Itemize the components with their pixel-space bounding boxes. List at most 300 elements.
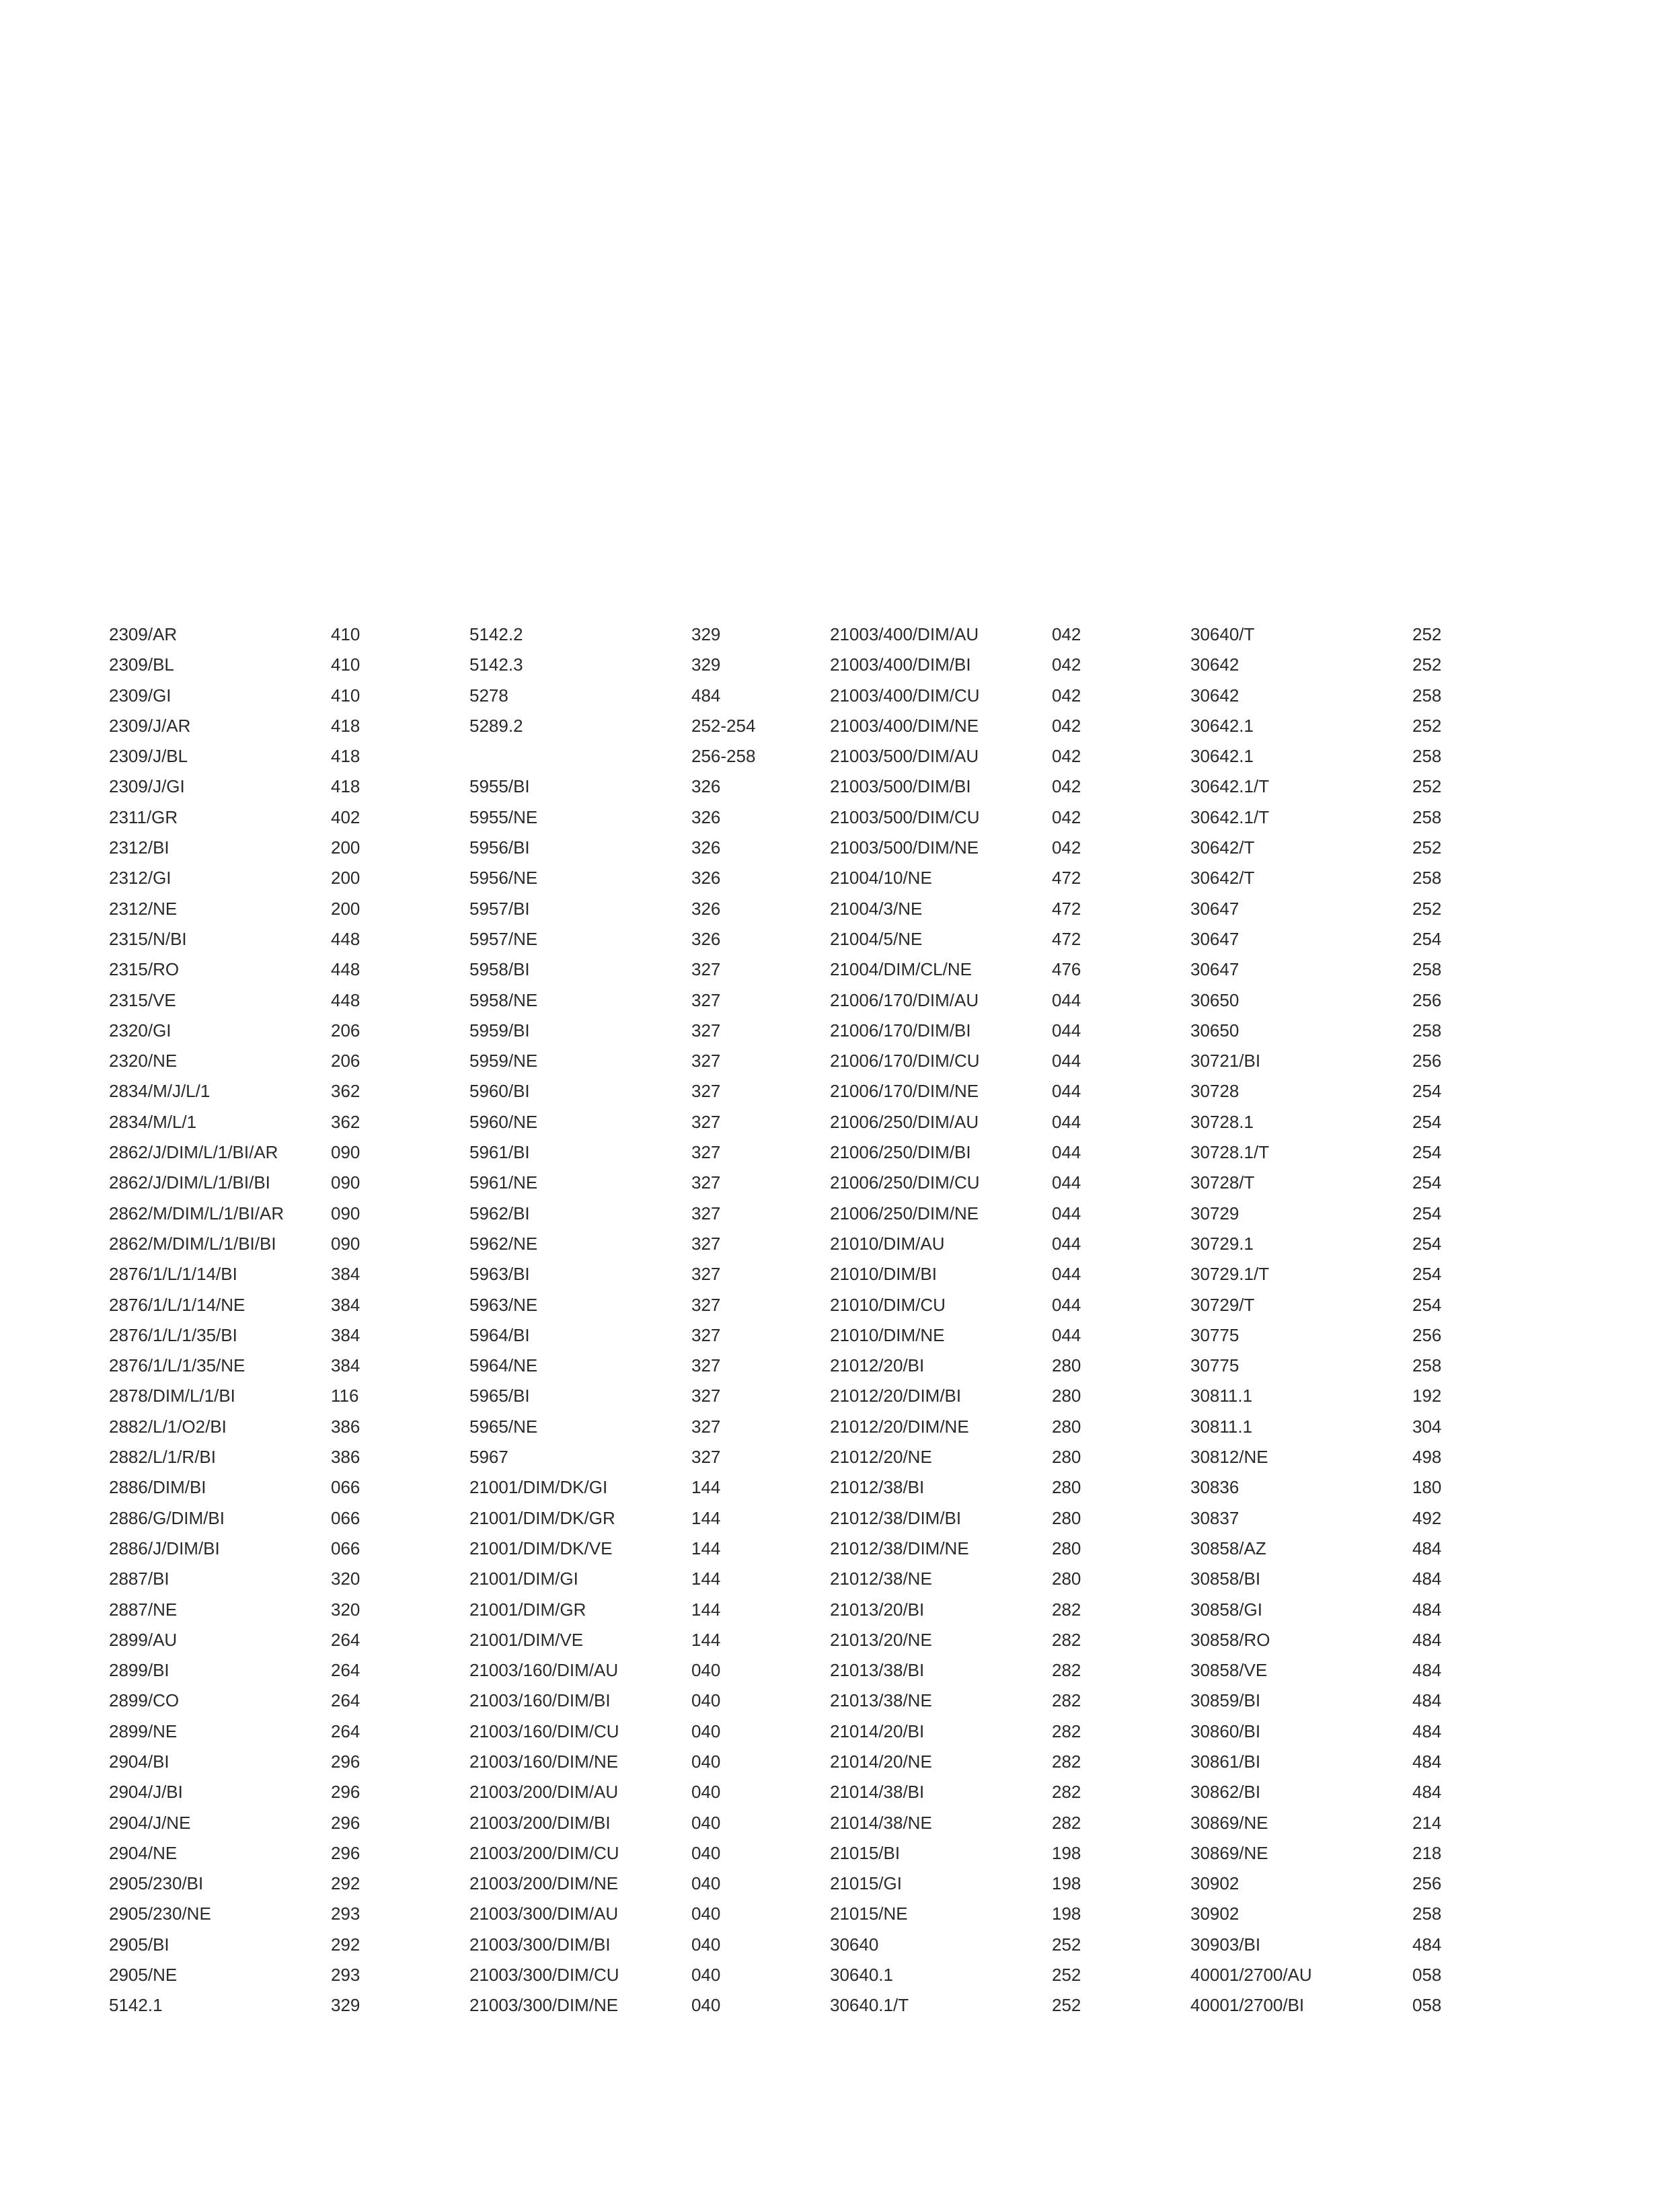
page-number: 058 — [1412, 1995, 1442, 2016]
article-code: 2834/M/J/L/1 — [109, 1081, 211, 1102]
index-entry — [109, 1778, 445, 1808]
article-code: 2899/BI — [109, 1660, 169, 1681]
article-code: 30860/BI — [1190, 1721, 1261, 1741]
page-number: 042 — [1052, 837, 1081, 858]
page-number: 327 — [691, 989, 721, 1010]
article-code: 21012/20/BI — [830, 1355, 925, 1376]
index-entry — [469, 1869, 806, 1899]
page-number: 256 — [1412, 1051, 1442, 1071]
page-number: 252-254 — [691, 715, 756, 736]
article-code: 2886/DIM/BI — [109, 1477, 206, 1498]
article-code: 2886/G/DIM/BI — [109, 1507, 225, 1528]
article-code: 30642/T — [1190, 837, 1255, 858]
page-number: 329 — [331, 1995, 360, 2016]
index-entry — [830, 772, 1166, 802]
article-code: 30650 — [1190, 989, 1239, 1010]
page-number: 484 — [1412, 1599, 1442, 1620]
index-entry — [1190, 1564, 1527, 1595]
page-number: 280 — [1052, 1538, 1081, 1558]
article-code: 30729/T — [1190, 1294, 1255, 1315]
article-code: 2312/BI — [109, 837, 169, 858]
page-number: 282 — [1052, 1690, 1081, 1711]
article-code: 21015/BI — [830, 1842, 901, 1863]
index-entry — [1190, 742, 1527, 772]
index-entry — [830, 1504, 1166, 1534]
article-code: 30859/BI — [1190, 1690, 1261, 1711]
article-code: 21003/200/DIM/BI — [469, 1812, 611, 1833]
page-number: 327 — [691, 1142, 721, 1163]
index-entry — [109, 1412, 445, 1443]
article-code: 30775 — [1190, 1324, 1239, 1345]
page-number: 044 — [1052, 1324, 1081, 1345]
article-code: 30858/BI — [1190, 1569, 1261, 1589]
page-number: 252 — [1412, 624, 1442, 644]
index-entry — [109, 1168, 445, 1199]
article-code: 5956/BI — [469, 837, 530, 858]
article-code: 2309/AR — [109, 624, 178, 644]
page-number: 327 — [691, 1051, 721, 1071]
index-entry — [1190, 772, 1527, 802]
article-code: 2904/J/NE — [109, 1812, 191, 1833]
page-number: 180 — [1412, 1477, 1442, 1498]
index-entry — [469, 1077, 806, 1107]
article-code: 21001/DIM/GR — [469, 1599, 586, 1620]
index-entry — [469, 1168, 806, 1199]
article-code: 30729.1/T — [1190, 1264, 1270, 1285]
page-number: 040 — [691, 1842, 721, 1863]
article-code: 21004/5/NE — [830, 928, 923, 949]
index-entry — [830, 1260, 1166, 1290]
page-number: 198 — [1052, 1873, 1081, 1894]
article-code: 5964/BI — [469, 1324, 530, 1345]
page-number: 258 — [1412, 1903, 1442, 1924]
page-number: 384 — [331, 1324, 360, 1345]
page-number: 042 — [1052, 715, 1081, 736]
page-number: 327 — [691, 959, 721, 980]
index-entry — [1190, 1930, 1527, 1961]
index-entry — [109, 1321, 445, 1351]
index-entry — [830, 1991, 1166, 2021]
index-entry — [1190, 1351, 1527, 1382]
index-entry — [469, 864, 806, 894]
page-number: 206 — [331, 1020, 360, 1041]
page-number: 282 — [1052, 1629, 1081, 1650]
page-number: 472 — [1052, 898, 1081, 919]
index-entry — [1190, 1778, 1527, 1808]
index-entry — [830, 1138, 1166, 1168]
article-code: 30642.1 — [1190, 746, 1254, 767]
index-entry — [109, 1991, 445, 2021]
page-number: 448 — [331, 989, 360, 1010]
page-number: 206 — [331, 1051, 360, 1071]
article-code: 2899/AU — [109, 1629, 178, 1650]
page-number: 042 — [1052, 806, 1081, 827]
article-code: 2315/N/BI — [109, 928, 187, 949]
page-number: 258 — [1412, 685, 1442, 706]
article-code: 30640 — [830, 1934, 879, 1955]
index-entry — [830, 1199, 1166, 1230]
index-entry — [469, 1291, 806, 1321]
page-number: 492 — [1412, 1507, 1442, 1528]
article-code: 21006/170/DIM/NE — [830, 1081, 979, 1102]
index-entry — [1190, 1108, 1527, 1138]
page-number: 090 — [331, 1203, 360, 1223]
page-number: 254 — [1412, 1203, 1442, 1223]
page-number: 144 — [691, 1629, 721, 1650]
page-number: 044 — [1052, 989, 1081, 1010]
index-entry — [1190, 620, 1527, 650]
index-entry — [469, 1199, 806, 1230]
page-number: 264 — [331, 1660, 360, 1681]
page-number: 090 — [331, 1142, 360, 1163]
article-code: 5957/BI — [469, 898, 530, 919]
article-code: 5958/BI — [469, 959, 530, 980]
index-entry — [1190, 955, 1527, 985]
index-entry — [109, 1382, 445, 1412]
page-number: 292 — [331, 1873, 360, 1894]
index-entry — [830, 1230, 1166, 1260]
page-number: 252 — [1052, 1965, 1081, 1986]
index-entry — [1190, 1595, 1527, 1626]
page-number: 042 — [1052, 624, 1081, 644]
article-code: 5962/NE — [469, 1233, 538, 1254]
article-code: 2315/VE — [109, 989, 176, 1010]
article-code: 21014/20/NE — [830, 1751, 932, 1772]
page-number: 252 — [1412, 837, 1442, 858]
page-number: 256-258 — [691, 746, 756, 767]
article-code: 21001/DIM/DK/GI — [469, 1477, 608, 1498]
index-entry — [1190, 1504, 1527, 1534]
article-code: 2862/M/DIM/L/1/BI/BI — [109, 1233, 276, 1254]
article-code: 21003/400/DIM/CU — [830, 685, 980, 706]
index-entry — [109, 1016, 445, 1047]
page-number: 329 — [691, 654, 721, 675]
index-entry — [830, 1839, 1166, 1869]
index-entry — [830, 1686, 1166, 1717]
index-entry — [1190, 1991, 1527, 2021]
article-code: 5960/BI — [469, 1081, 530, 1102]
page-number: 044 — [1052, 1111, 1081, 1132]
article-code: 5959/BI — [469, 1020, 530, 1041]
page-number: 326 — [691, 868, 721, 889]
page-number: 254 — [1412, 1142, 1442, 1163]
article-code: 21003/200/DIM/NE — [469, 1873, 619, 1894]
index-entry — [830, 1382, 1166, 1412]
index-entry — [109, 1656, 445, 1686]
article-code: 2309/GI — [109, 685, 171, 706]
article-code: 21003/160/DIM/AU — [469, 1660, 619, 1681]
index-entry — [1190, 1534, 1527, 1564]
article-code: 2887/BI — [109, 1569, 169, 1589]
page-number: 044 — [1052, 1081, 1081, 1102]
page-number: 326 — [691, 776, 721, 797]
article-code: 21006/170/DIM/AU — [830, 989, 979, 1010]
index-entry — [469, 925, 806, 955]
page-number: 484 — [1412, 1690, 1442, 1711]
index-entry — [469, 1991, 806, 2021]
page-number: 044 — [1052, 1172, 1081, 1193]
article-code: 30902 — [1190, 1903, 1239, 1924]
index-entry — [469, 1747, 806, 1778]
index-entry — [469, 1595, 806, 1626]
page-number: 326 — [691, 806, 721, 827]
page-number: 296 — [331, 1782, 360, 1803]
page-number: 254 — [1412, 1264, 1442, 1285]
page-number: 448 — [331, 928, 360, 949]
article-code: 21003/300/DIM/AU — [469, 1903, 619, 1924]
page-number: 040 — [691, 1934, 721, 1955]
page-number: 044 — [1052, 1020, 1081, 1041]
page-number: 327 — [691, 1324, 721, 1345]
page-number: 280 — [1052, 1386, 1081, 1406]
article-code: 5142.1 — [109, 1995, 163, 2016]
index-entry — [469, 1656, 806, 1686]
article-code: 21001/DIM/DK/GR — [469, 1507, 615, 1528]
index-entry — [109, 1809, 445, 1839]
page-number: 264 — [331, 1690, 360, 1711]
page-number: 090 — [331, 1233, 360, 1254]
article-code: 30728 — [1190, 1081, 1239, 1102]
page-number: 044 — [1052, 1294, 1081, 1315]
index-entry — [109, 650, 445, 681]
article-code: 21006/250/DIM/AU — [830, 1111, 979, 1132]
page-number: 252 — [1412, 776, 1442, 797]
page-number: 042 — [1052, 746, 1081, 767]
article-code: 2320/NE — [109, 1051, 178, 1071]
article-code: 30642/T — [1190, 868, 1255, 889]
page-number: 362 — [331, 1111, 360, 1132]
index-entry — [469, 1047, 806, 1077]
article-code: 30642 — [1190, 685, 1239, 706]
article-code: 21001/DIM/DK/VE — [469, 1538, 613, 1558]
article-code: 21010/DIM/AU — [830, 1233, 945, 1254]
index-entry — [109, 833, 445, 864]
index-entry — [469, 1108, 806, 1138]
article-code: 30640.1/T — [830, 1995, 909, 2016]
article-code: 5955/NE — [469, 806, 538, 827]
page-number: 256 — [1412, 1873, 1442, 1894]
index-entry — [469, 620, 806, 650]
index-entry — [1190, 1077, 1527, 1107]
page-number: 402 — [331, 806, 360, 827]
article-code: 21003/500/DIM/CU — [830, 806, 980, 827]
index-entry — [830, 864, 1166, 894]
article-code: 5957/NE — [469, 928, 538, 949]
index-entry — [469, 1564, 806, 1595]
article-code: 21013/20/NE — [830, 1629, 932, 1650]
article-code: 30640/T — [1190, 624, 1255, 644]
index-entry — [830, 620, 1166, 650]
index-entry — [1190, 650, 1527, 681]
index-entry — [1190, 833, 1527, 864]
page-number: 066 — [331, 1538, 360, 1558]
index-entry — [469, 986, 806, 1016]
page-number: 040 — [691, 1965, 721, 1986]
page-number: 282 — [1052, 1721, 1081, 1741]
page-number: 384 — [331, 1264, 360, 1285]
page-number: 254 — [1412, 1233, 1442, 1254]
article-code: 30858/GI — [1190, 1599, 1262, 1620]
index-entry — [1190, 1382, 1527, 1412]
article-code: 21012/20/DIM/BI — [830, 1386, 962, 1406]
article-code: 2878/DIM/L/1/BI — [109, 1386, 235, 1406]
index-entry — [109, 1047, 445, 1077]
article-code: 21003/300/DIM/NE — [469, 1995, 619, 2016]
index-entry — [469, 772, 806, 802]
page-number: 264 — [331, 1629, 360, 1650]
index-entry — [469, 1686, 806, 1717]
index-entry — [830, 1656, 1166, 1686]
index-entry — [469, 1351, 806, 1382]
page-number: 040 — [691, 1721, 721, 1741]
article-code: 5964/NE — [469, 1355, 538, 1376]
index-entry — [109, 1899, 445, 1930]
page-number: 296 — [331, 1842, 360, 1863]
article-code: 2309/J/GI — [109, 776, 185, 797]
index-entry — [1190, 1839, 1527, 1869]
article-code: 30721/BI — [1190, 1051, 1261, 1071]
article-code: 21012/38/BI — [830, 1477, 925, 1498]
index-entry — [469, 1899, 806, 1930]
page-number: 386 — [331, 1416, 360, 1437]
page-number: 326 — [691, 898, 721, 919]
article-code: 5958/NE — [469, 989, 538, 1010]
index-entry — [469, 1382, 806, 1412]
page-number: 448 — [331, 959, 360, 980]
article-code: 21014/20/BI — [830, 1721, 925, 1741]
page-number: 044 — [1052, 1142, 1081, 1163]
index-entry — [1190, 1686, 1527, 1717]
page-number: 293 — [331, 1903, 360, 1924]
index-entry — [830, 986, 1166, 1016]
article-code: 5963/NE — [469, 1294, 538, 1315]
page-number: 044 — [1052, 1233, 1081, 1254]
index-entry — [469, 1321, 806, 1351]
index-entry — [109, 1595, 445, 1626]
page-number: 282 — [1052, 1751, 1081, 1772]
index-entry — [1190, 986, 1527, 1016]
index-entry — [469, 1443, 806, 1473]
page-number: 327 — [691, 1172, 721, 1193]
article-code: 21006/170/DIM/BI — [830, 1020, 971, 1041]
index-entry — [830, 681, 1166, 712]
index-entry — [109, 1717, 445, 1747]
page-number: 472 — [1052, 868, 1081, 889]
index-entry — [830, 1899, 1166, 1930]
article-code: 2862/M/DIM/L/1/BI/AR — [109, 1203, 284, 1223]
page-number: 252 — [1052, 1934, 1081, 1955]
page-number: 327 — [691, 1447, 721, 1468]
article-code: 21010/DIM/CU — [830, 1294, 946, 1315]
index-column-1 — [109, 620, 445, 2022]
index-entry — [109, 712, 445, 742]
article-code: 5956/NE — [469, 868, 538, 889]
page-number: 362 — [331, 1081, 360, 1102]
page-number: 258 — [1412, 868, 1442, 889]
page-number: 040 — [691, 1660, 721, 1681]
index-entry — [109, 1443, 445, 1473]
article-code: 2904/BI — [109, 1751, 169, 1772]
article-code: 30775 — [1190, 1355, 1239, 1376]
article-code: 2309/BL — [109, 654, 174, 675]
article-code: 21003/400/DIM/AU — [830, 624, 979, 644]
index-entry — [109, 620, 445, 650]
page-number: 144 — [691, 1569, 721, 1589]
article-code: 5965/NE — [469, 1416, 538, 1437]
index-entry — [1190, 864, 1527, 894]
index-entry — [1190, 1443, 1527, 1473]
article-code: 30728.1/T — [1190, 1142, 1270, 1163]
index-entry — [830, 712, 1166, 742]
page-number: 327 — [691, 1203, 721, 1223]
article-code: 2882/L/1/O2/BI — [109, 1416, 227, 1437]
page-number: 258 — [1412, 1020, 1442, 1041]
page-number: 252 — [1412, 898, 1442, 919]
index-entry — [830, 1564, 1166, 1595]
index-entry — [469, 1839, 806, 1869]
index-entry — [109, 1961, 445, 1991]
index-entry — [830, 1930, 1166, 1961]
index-entry — [109, 1686, 445, 1717]
article-code: 30642.1/T — [1190, 776, 1270, 797]
article-code: 5142.2 — [469, 624, 523, 644]
index-entry — [830, 1961, 1166, 1991]
page-number: 144 — [691, 1599, 721, 1620]
page-number: 040 — [691, 1751, 721, 1772]
index-entry — [830, 803, 1166, 833]
index-entry — [1190, 1869, 1527, 1899]
article-code: 2312/NE — [109, 898, 178, 919]
page-number: 256 — [1412, 1324, 1442, 1345]
index-entry — [1190, 1199, 1527, 1230]
page-number: 254 — [1412, 1111, 1442, 1132]
page-number: 327 — [691, 1081, 721, 1102]
page-number: 252 — [1412, 715, 1442, 736]
article-code: 2905/230/BI — [109, 1873, 204, 1894]
index-entry — [109, 1230, 445, 1260]
page-number: 327 — [691, 1111, 721, 1132]
index-entry — [469, 1016, 806, 1047]
page-number: 418 — [331, 715, 360, 736]
article-code: 2876/1/L/1/35/BI — [109, 1324, 237, 1345]
page-number: 472 — [1052, 928, 1081, 949]
article-code: 2899/NE — [109, 1721, 178, 1741]
page-number: 066 — [331, 1507, 360, 1528]
page-number: 040 — [691, 1812, 721, 1833]
article-code: 30642.1/T — [1190, 806, 1270, 827]
index-entry — [830, 1412, 1166, 1443]
page-number: 282 — [1052, 1812, 1081, 1833]
page-number: 304 — [1412, 1416, 1442, 1437]
index-entry — [1190, 1717, 1527, 1747]
index-entry — [1190, 895, 1527, 925]
index-entry — [109, 1564, 445, 1595]
article-code: 30642 — [1190, 654, 1239, 675]
index-entry — [469, 1230, 806, 1260]
article-code: 30640.1 — [830, 1965, 893, 1986]
article-code: 5955/BI — [469, 776, 530, 797]
page-number: 144 — [691, 1538, 721, 1558]
index-entry — [1190, 1291, 1527, 1321]
article-code: 30647 — [1190, 959, 1239, 980]
index-entry — [1190, 681, 1527, 712]
index-entry — [469, 833, 806, 864]
page-number: 214 — [1412, 1812, 1442, 1833]
article-code: 21003/400/DIM/BI — [830, 654, 971, 675]
article-code: 5962/BI — [469, 1203, 530, 1223]
index-entry — [109, 1260, 445, 1290]
index-entry — [1190, 1168, 1527, 1199]
